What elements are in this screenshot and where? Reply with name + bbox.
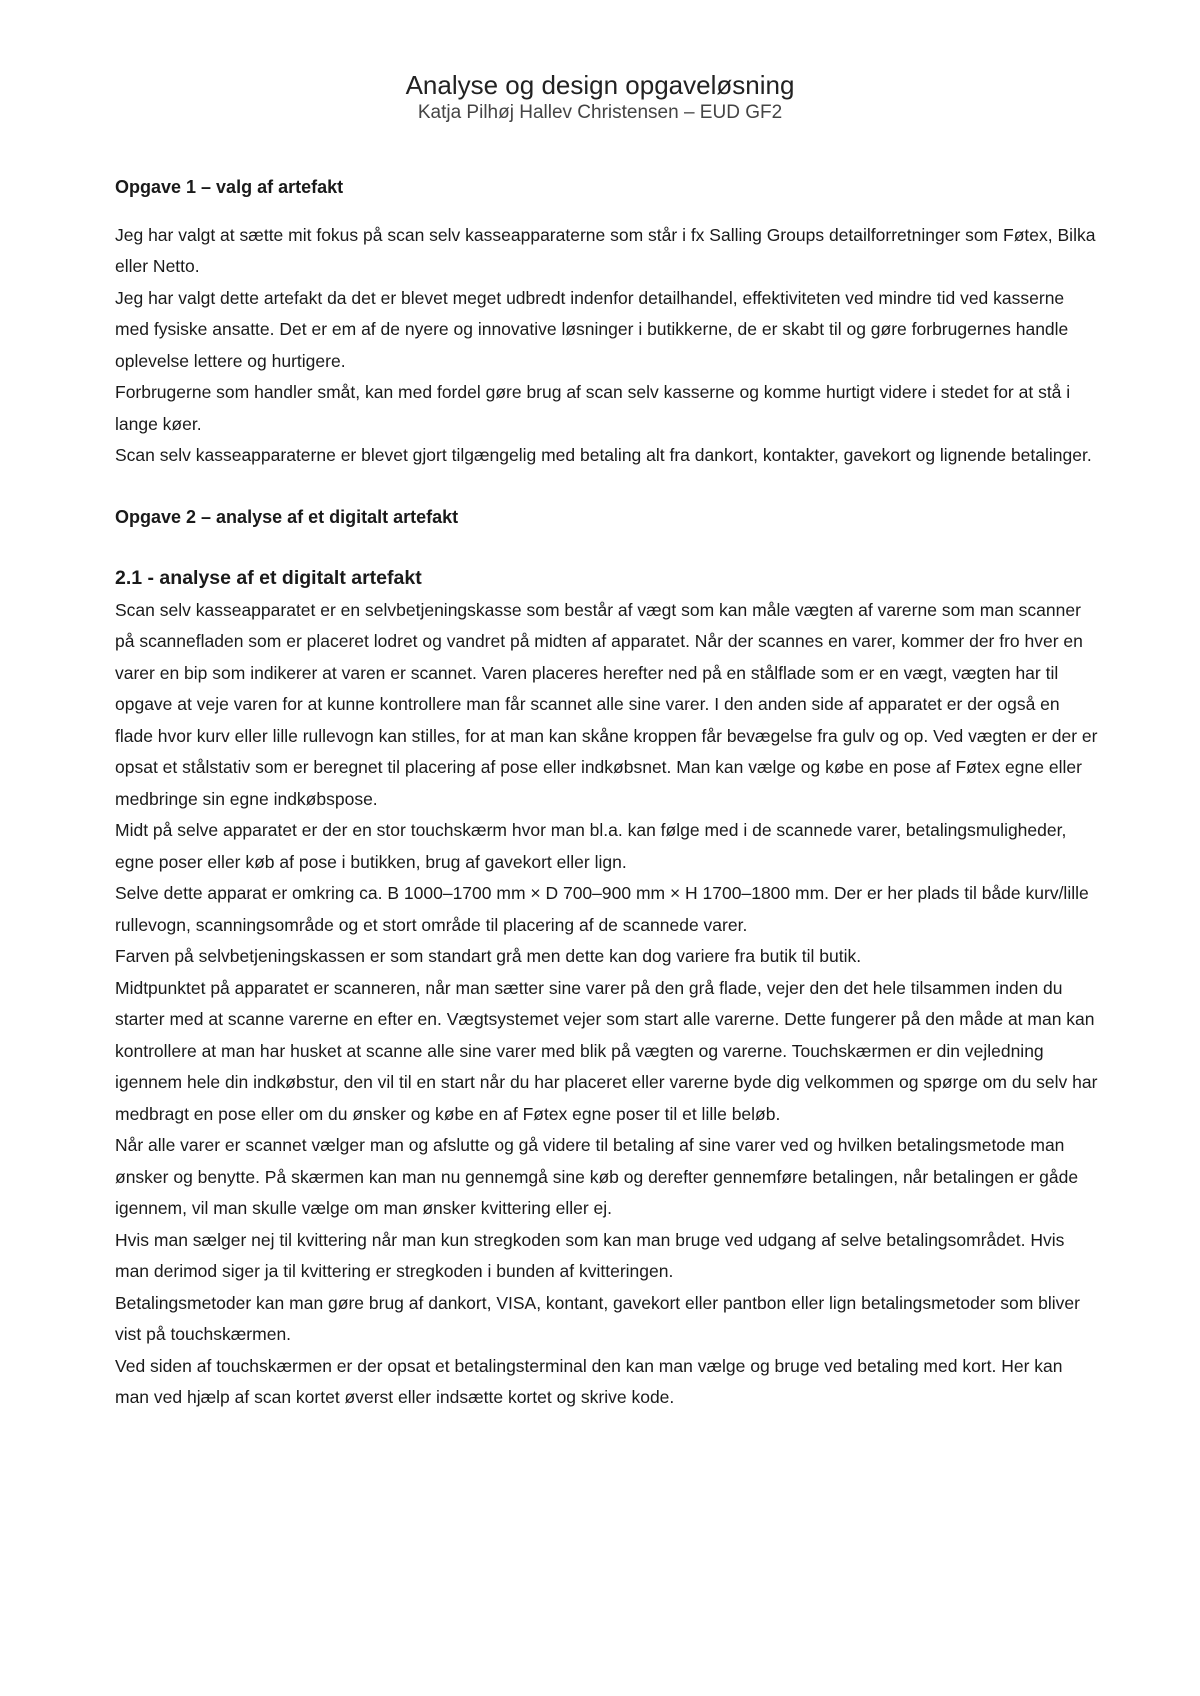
section2-paragraph: Ved siden af touchskærmen er der opsat et betalingsterminal den kan man vælge og bruge ved betaling med kort. Her kan man ved hjælp af scan kortet øverst eller indsætte kortet og skrive kode. <box>115 1355 1063 1407</box>
section1-paragraph: Forbrugerne som handler småt, kan med fordel gøre brug af scan selv kasserne og komme hurtigt videre i stedet for at stå i lange køer. <box>115 382 1071 434</box>
section1-paragraph: Jeg har valgt dette artefakt da det er blevet meget udbredt indenfor detailhandel, effektiviteten ved mindre tid ved kasserne med fysiske ansatte. Det er em af de nyere og innovative løsninger i butikkerne, de er skabt til og gøre forbrugernes handle oplevelse lettere og hurtigere. <box>115 287 1069 371</box>
section2-paragraph: Betalingsmetoder kan man gøre brug af dankort, VISA, kontant, gavekort eller pantbon eller lign betalingsmetoder som bliver vist på touchskærmen. <box>115 1292 1080 1344</box>
document-title: Analyse og design opgaveløsning <box>405 70 795 100</box>
section2-paragraph: Når alle varer er scannet vælger man og afslutte og gå videre til betaling af sine varer ved og hvilken betalingsmetode man ønsker og benytte. På skærmen kan man nu gennemgå sine køb og derefter gennemføre betalingen, når betalingen er gåde igennem, vil man skulle vælge om man ønsker kvittering eller ej. <box>115 1135 1079 1218</box>
section1-paragraph: Scan selv kasseapparaterne er blevet gjort tilgængelig med betaling alt fra dankort, kontakter, gavekort og lignende betalinger. <box>115 445 1092 465</box>
section2-subheading: 2.1 - analyse af et digitalt artefakt <box>115 567 422 589</box>
section2-paragraph: Midt på selve apparatet er der en stor touchskærm hvor man bl.a. kan følge med i de scannede varer, betalingsmuligheder, egne poser eller køb af pose i butikken, brug af gavekort eller lign. <box>115 820 1067 872</box>
section2-heading: Opgave 2 – analyse af et digitalt artefakt <box>115 506 459 527</box>
document-body <box>115 172 1100 1414</box>
section2-paragraph: Scan selv kasseapparatet er en selvbetjeningskasse som består af vægt som kan måle vægten af varerne som man scanner på scannefladen som er placeret lodret og vandret på midten af apparatet. Når der scannes en varer, kommer der fro hver en varer en bip som indikerer at varen er scannet. Varen placeres herefter ned på en stålflade som er en vægt, vægten har til opgave at veje varen for at kunne kontrollere man får scannet alle sine varer. I den anden side af apparatet er der også en flade hvor kurv eller lille rullevogn kan stilles, for at man kan skåne kroppen får bevægelse fra gulv og op. Ved vægten er der er opsat et stålstativ som er beregnet til placering af pose eller indkøbsnet. Man kan vælge og købe en pose af Føtex egne eller medbringe sin egne indkøbspose. <box>115 599 1098 809</box>
section2-paragraph: Selve dette apparat er omkring ca. B 1000–1700 mm × D 700–900 mm × H 1700–1800 mm. Der er her plads til både kurv/lille rullevogn, scanningsområde og et stort område til placering af de scannede varer. <box>115 883 1089 935</box>
section2-paragraph: Midtpunktet på apparatet er scanneren, når man sætter sine varer på den grå flade, vejer den det hele tilsammen inden du starter med at scanne varerne en efter en. Vægtsystemet vejer som start alle varerne. Dette fungerer på den måde at man kan kontrollere at man har husket at scanne alle sine varer med blik på vægten og varerne. Touchskærmen er din vejledning igennem hele din indkøbstur, den vil til en start når du har placeret eller varerne byde dig velkommen og spørge om du selv har medbragt en pose eller om du ønsker og købe en af Føtex egne poser til et lille beløb. <box>115 977 1098 1124</box>
document-subtitle: Katja Pilhøj Hallev Christensen – EUD GF2 <box>417 102 783 123</box>
section1-heading: Opgave 1 – valg af artefakt <box>115 177 344 197</box>
section1-paragraph: Jeg har valgt at sætte mit fokus på scan selv kasseapparaterne som står i fx Salling Groups detailforretninger som Føtex, Bilka eller Netto. <box>115 224 1096 276</box>
section2-paragraph: Farven på selvbetjeningskassen er som standart grå men dette kan dog variere fra butik til butik. <box>115 946 862 966</box>
section2-paragraph: Hvis man sælger nej til kvittering når man kun stregkoden som kan man bruge ved udgang af selve betalingsområdet. Hvis man derimod siger ja til kvittering er stregkoden i bunden af kvitteringen. <box>115 1229 1065 1281</box>
